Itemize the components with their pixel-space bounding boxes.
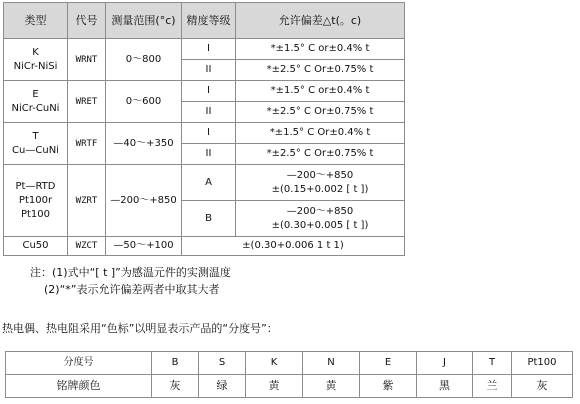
tolerance-cell: *±1.5° C or±0.4% t (236, 39, 405, 60)
color-cell: 紫 (360, 375, 417, 398)
header-grade: 精度等级 (182, 3, 236, 39)
grade-cell: I (182, 81, 236, 102)
graduation-cell: K (246, 352, 303, 375)
tolerance-cell: *±2.5° C Or±0.75% t (236, 60, 405, 81)
type-name: Pt—RTD (15, 180, 56, 192)
tolerance-formula: ±(0.15+0.002 [ t ]) (271, 183, 369, 195)
color-cell: 兰 (473, 375, 512, 398)
range-cell: —200～+850 (106, 165, 182, 237)
tolerance-cell (236, 201, 405, 237)
grade-cell: II (182, 102, 236, 123)
tolerance-formula: ±(0.30+0.005 [ t ]) (271, 219, 369, 231)
graduation-cell: N (303, 352, 360, 375)
header-tolerance: 允许偏差△t(。c) (236, 3, 405, 39)
tolerance-cell: *±1.5° C or±0.4% t (236, 81, 405, 102)
graduation-cell: E (360, 352, 417, 375)
range-cell: 0～600 (106, 81, 182, 123)
color-cell: 黄 (246, 375, 303, 398)
grade-cell: B (182, 201, 236, 237)
graduation-cell: T (473, 352, 512, 375)
header-type: 类型 (4, 3, 68, 39)
type-material: Pt100r Pt100 (18, 194, 53, 220)
grade-cell: A (182, 165, 236, 201)
grade-cell: II (182, 144, 236, 165)
type-cell (4, 165, 68, 237)
code-cell: WRET (68, 81, 106, 123)
graduation-cell: S (199, 352, 246, 375)
graduation-label: 分度号 (6, 352, 152, 375)
type-name: E (32, 88, 39, 100)
graduation-cell: Pt100 (512, 352, 573, 375)
code-cell: WZRT (68, 165, 106, 237)
type-cell (4, 81, 68, 123)
graduation-color-table (5, 351, 573, 398)
type-material: NiCr-CuNi (11, 102, 60, 114)
graduation-cell: B (152, 352, 199, 375)
range-cell: —40～+350 (106, 123, 182, 165)
type-material: NiCr-NiSi (13, 60, 58, 72)
code-cell: WRTF (68, 123, 106, 165)
code-cell: WZCT (68, 237, 106, 256)
color-code-heading: 热电偶、热电阻采用“色标”以明显表示产品的“分度号”： (2, 322, 278, 335)
color-cell: 灰 (152, 375, 199, 398)
table-notes (30, 264, 231, 298)
note-line-1: 注：(1)式中“[ t ]”为感温元件的实测温度 (30, 266, 231, 279)
type-cell (4, 123, 68, 165)
table-row (4, 237, 405, 256)
type-name: T (32, 130, 39, 142)
type-cell: Cu50 (4, 237, 68, 256)
graduation-cell: J (417, 352, 473, 375)
spec-header-row (4, 3, 405, 39)
tolerance-range: —200～+850 (286, 169, 354, 181)
tolerance-range: —200～+850 (286, 205, 354, 217)
type-name: K (32, 46, 39, 58)
grade-cell: II (182, 60, 236, 81)
tolerance-cell: ±(0.30+0.006 1 t 1) (182, 237, 405, 256)
header-code: 代号 (68, 3, 106, 39)
note-line-2: (2)“*”表示允许偏差两者中取其大者 (30, 283, 220, 296)
color-cell: 灰 (512, 375, 573, 398)
tolerance-cell: *±1.5° C Or±0.4% t (236, 123, 405, 144)
color-cell: 绿 (199, 375, 246, 398)
color-cell: 黄 (303, 375, 360, 398)
grade-cell: I (182, 123, 236, 144)
type-cell (4, 39, 68, 81)
range-cell: 0～800 (106, 39, 182, 81)
type-material: Cu—CuNi (12, 144, 59, 156)
table-row (4, 123, 405, 144)
grade-cell: I (182, 39, 236, 60)
tolerance-cell: *±2.5° C Or±0.75% t (236, 144, 405, 165)
color-cell: 黑 (417, 375, 473, 398)
header-range: 测量范围(°c) (106, 3, 182, 39)
tolerance-cell (236, 165, 405, 201)
nameplate-color-row (6, 375, 573, 398)
thermocouple-spec-table (3, 2, 405, 256)
table-row (4, 81, 405, 102)
nameplate-color-label: 铭牌颜色 (6, 375, 152, 398)
table-row (4, 39, 405, 60)
range-cell: —50～+100 (106, 237, 182, 256)
table-row (4, 165, 405, 201)
tolerance-cell: *±2.5° C Or±0.75% t (236, 102, 405, 123)
code-cell: WRNT (68, 39, 106, 81)
graduation-row (6, 352, 573, 375)
